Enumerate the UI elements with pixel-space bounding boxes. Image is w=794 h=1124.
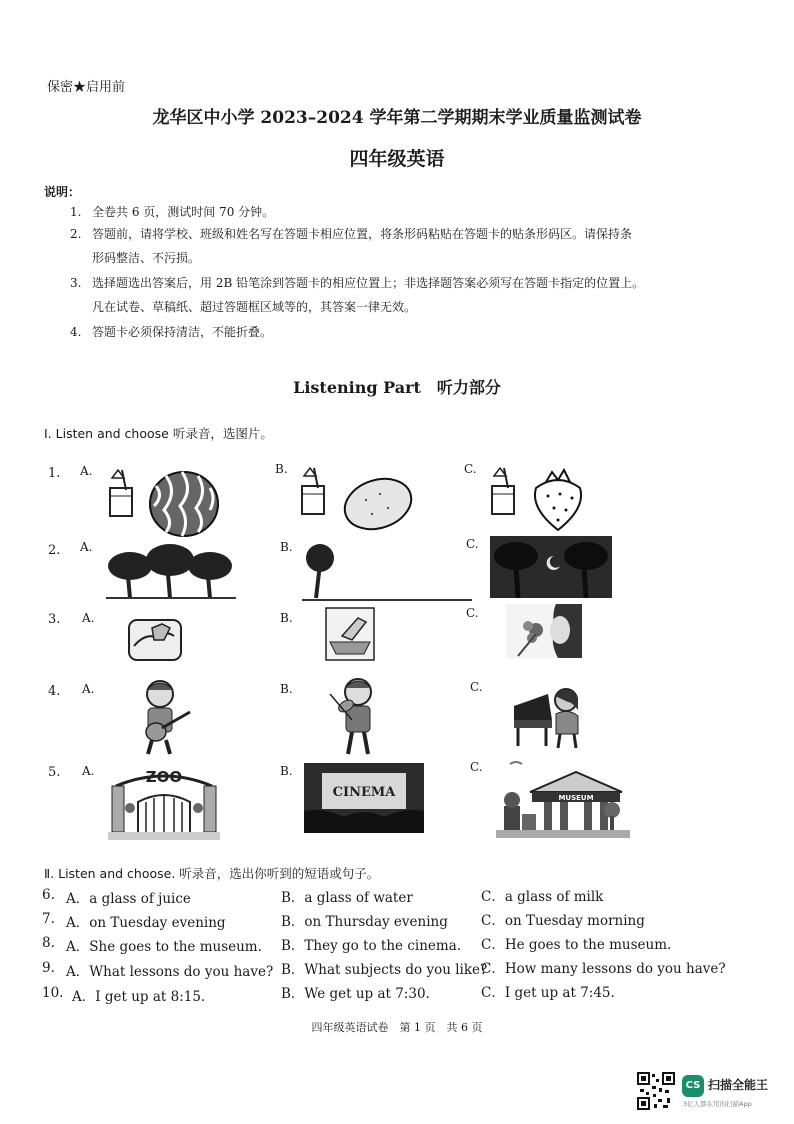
q3-option-a-letter: A. (82, 611, 95, 625)
qr-code-icon (637, 1072, 675, 1110)
camscanner-logo-icon: CS (682, 1075, 704, 1097)
q4-option-b-letter: B. (280, 682, 293, 696)
question-7-number: 7. (42, 911, 55, 927)
listening-part-title: Listening Part 听力部分 (293, 378, 501, 397)
part-1-heading: Ⅰ. Listen and choose 听录音，选图片。 (44, 426, 273, 441)
part-2-heading: Ⅱ. Listen and choose. 听录音，选出你听到的短语或句子。 (44, 866, 380, 881)
note-2-num: 2. (70, 227, 82, 241)
question-7-option-c: C．on Tuesday morning (481, 913, 645, 929)
question-9-option-c: C．How many lessons do you have? (481, 961, 726, 977)
q5-option-c-letter: C. (470, 760, 483, 774)
smell-flower-icon (506, 604, 582, 658)
notes-heading: 说明： (44, 185, 81, 199)
question-7-option-b: B．on Thursday evening (281, 914, 448, 930)
cinema-sign-text: CINEMA (332, 785, 396, 800)
note-2-line-2: 形码整洁、不污损。 (92, 251, 201, 265)
question-10-option-b: B．We get up at 7:30. (281, 986, 430, 1002)
question-8-option-b: B．They go to the cinema. (281, 938, 462, 954)
question-5-number: 5. (48, 765, 61, 780)
note-4-num: 4. (70, 325, 82, 339)
note-1-line-1: 全卷共 6 页，测试时间 70 分钟。 (92, 205, 275, 219)
question-7-option-a: A．on Tuesday evening (66, 915, 226, 931)
question-8-option-c: C．He goes to the museum. (481, 937, 672, 953)
question-9-option-b: B．What subjects do you like? (281, 962, 488, 978)
cinema-screen-icon (304, 763, 424, 833)
q4-option-a-letter: A. (82, 682, 95, 696)
boy-guitar-icon (136, 678, 194, 756)
note-3-num: 3. (70, 276, 82, 290)
exam-title: 龙华区中小学 2023–2024 学年第二学期期末学业质量监测试卷 (152, 108, 642, 128)
note-1-num: 1. (70, 205, 82, 219)
juice-lemon-icon (296, 464, 416, 536)
q5-option-b-letter: B. (280, 764, 293, 778)
camscanner-name: 扫描全能王 (708, 1078, 769, 1092)
night-trees-icon (490, 536, 612, 598)
page-footer: 四年级英语试卷 第 1 页 共 6 页 (311, 1021, 483, 1034)
zoo-gate-icon (108, 764, 220, 844)
q1-option-a-letter: A. (80, 464, 93, 478)
question-4-number: 4. (48, 684, 61, 699)
question-10-option-a: A．I get up at 8:15. (72, 989, 206, 1005)
museum-sign-text: MUSEUM (558, 794, 594, 802)
question-2-number: 2. (48, 543, 61, 558)
q2-option-c-letter: C. (466, 537, 479, 551)
girl-piano-icon (512, 680, 588, 750)
single-tree-icon (302, 540, 472, 604)
note-2-line-1: 答题前，请将学校、班级和姓名写在答题卡相应位置，将条形码粘贴在答题卡的贴条形码区。请保持条 (92, 227, 633, 241)
museum-building-icon (496, 760, 630, 840)
q1-option-c-letter: C. (464, 462, 477, 476)
juice-watermelon-icon (104, 466, 224, 538)
boy-violin-icon (326, 676, 384, 756)
note-4-line-1: 答题卡必须保持清洁，不能折叠。 (92, 325, 273, 339)
question-9-number: 9. (42, 960, 55, 976)
question-8-number: 8. (42, 935, 55, 951)
confidential-label: 保密★启用前 (47, 80, 126, 95)
q3-option-b-letter: B. (280, 611, 293, 625)
q1-option-b-letter: B. (275, 462, 288, 476)
question-6-option-c: C．a glass of milk (481, 889, 604, 905)
q5-option-a-letter: A. (82, 764, 95, 778)
question-10-option-c: C．I get up at 7:45. (481, 985, 615, 1001)
question-8-option-a: A．She goes to the museum. (66, 939, 262, 955)
q2-option-b-letter: B. (280, 540, 293, 554)
q3-option-c-letter: C. (466, 606, 479, 620)
q4-option-c-letter: C. (470, 680, 483, 694)
exam-subtitle: 四年级英语 (349, 148, 445, 170)
question-1-number: 1. (48, 466, 61, 481)
question-6-option-b: B．a glass of water (281, 890, 413, 906)
question-6-number: 6. (42, 887, 55, 903)
question-6-option-a: A．a glass of juice (66, 891, 191, 907)
question-9-option-a: A．What lessons do you have? (66, 964, 274, 980)
juice-strawberry-icon (486, 464, 596, 536)
hand-on-table-icon (324, 606, 376, 662)
question-3-number: 3. (48, 612, 61, 627)
q2-option-a-letter: A. (80, 540, 93, 554)
trees-row-icon (106, 542, 236, 602)
hand-on-pillow-icon (126, 610, 184, 668)
question-10-number: 10. (42, 985, 64, 1001)
note-3-line-2: 凡在试卷、草稿纸、超过答题框区域等的，其答案一律无效。 (92, 300, 417, 314)
camscanner-tagline: 3亿人都在用的扫描App (683, 1100, 752, 1108)
note-3-line-1: 选择题选出答案后，用 2B 铅笔涂到答题卡的相应位置上；非选择题答案必须写在答题卡指定的位置上。 (92, 276, 645, 290)
zoo-sign-text: ZOO (145, 768, 183, 786)
